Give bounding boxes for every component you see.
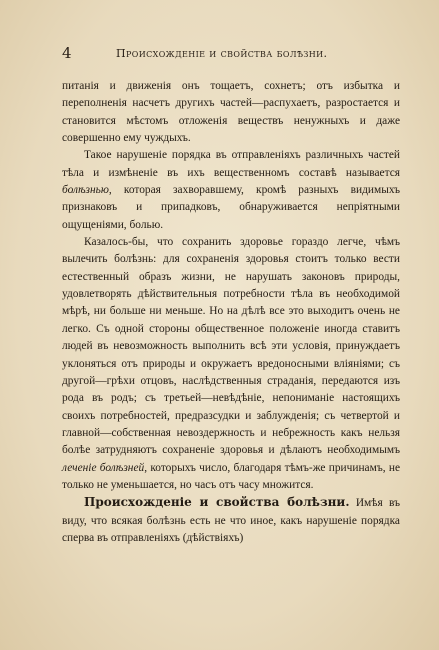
italic-term: леченіе болѣзней bbox=[62, 461, 145, 474]
running-title: Происхожденіе и свойства болѣзни. bbox=[116, 47, 328, 60]
page-header bbox=[62, 44, 402, 65]
paragraph-3 bbox=[62, 234, 400, 494]
page-number: 4 bbox=[62, 44, 72, 62]
text-run: Имѣя въ виду, что всякая болѣзнь есть не что иное, какъ нарушеніе порядка сперва въ отправленіяхъ (дѣйствіяхъ) bbox=[62, 497, 400, 544]
text-run: , которыхъ число, благодаря тѣмъ-же причинамъ, не только не уменьшается, но часъ отъ часу множится. bbox=[62, 461, 401, 491]
text-run: питанія и движенія онъ тощаетъ, сохнетъ; отъ избытка и переполненія насчетъ другихъ частей—распухаетъ, разростается и становится мѣстомъ отложенія веществъ ненужныхъ и даже совершенно ему чуждыхъ. bbox=[62, 80, 400, 145]
text-run: Такое нарушеніе порядка въ отправленіяхъ различныхъ частей тѣла и измѣненіе въ ихъ вещественномъ составѣ называется bbox=[62, 149, 400, 179]
paragraph-1 bbox=[62, 78, 400, 147]
text-run: , которая захворавшему, кромѣ разныхъ видимыхъ признаковъ и припадковъ, обнаруживается непріятными ощущеніями, болью. bbox=[62, 184, 400, 231]
italic-term: болѣзнью bbox=[62, 184, 109, 197]
text-run: Казалось-бы, что сохранить здоровье гораздо легче, чѣмъ вылечить болѣзнь: для сохраненія здоровья стоитъ только вести естественный образъ жизни, не нарушать законовъ природы, удовлетворять дѣйствительныя потребности тѣла въ необходимой мѣрѣ, ни больше ни меньше. Но на дѣлѣ все это выходитъ очень не легко. Съ одной стороны общественное положеніе иногда ставитъ людей въ невозможность выполнить всѣ эти условія, принуждаетъ уклоняться отъ природы и окружаетъ вредоносными вліяніями; съ другой—грѣхи отцовъ, наслѣдственныя страданія, передаются изъ рода въ родъ; съ третьей—невѣдѣніе, непониманіе настоящихъ своихъ потребностей, предразсудки и заблужденія; съ четвертой и главной—собственная невоздержность и небрежность какъ нельзя болѣе затрудняютъ сохраненіе здоровья и дѣлаютъ необходимымъ bbox=[62, 236, 400, 457]
paragraph-section-origin bbox=[62, 494, 400, 547]
paragraph-2 bbox=[62, 147, 400, 234]
section-heading: Происхожденіе и свойства болѣзни. bbox=[84, 495, 350, 510]
body-text bbox=[62, 78, 400, 547]
